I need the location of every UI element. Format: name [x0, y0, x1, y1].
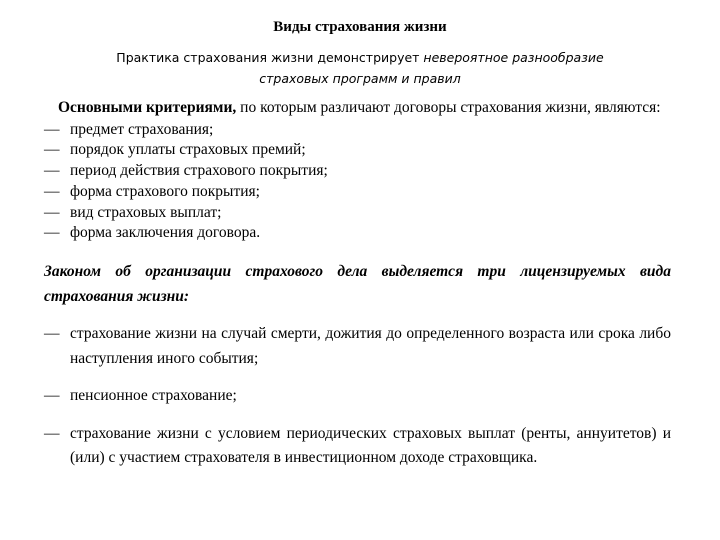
list-item-text: страхование жизни на случай смерти, дожития до определенного возраста или срока либо наступления иного события; [70, 325, 671, 367]
list-item [44, 120, 671, 141]
list-item-text: форма заключения договора. [70, 224, 261, 242]
criteria-intro [44, 96, 671, 120]
list-item [44, 322, 671, 371]
subtitle-italic: невероятное разнообразие страховых программ и правил [259, 50, 604, 86]
list-item-text: предмет страхования; [70, 120, 214, 138]
dash-bullet: — [44, 387, 60, 405]
dash-bullet: — [44, 325, 60, 343]
slide-body [44, 96, 671, 471]
list-item [44, 140, 671, 161]
law-heading: Законом об организации страхового дела выделяется три лицензируемых вида страхования жизни: [44, 263, 671, 305]
criteria-intro-bold: Основными критериями, [58, 99, 237, 116]
list-item-text: пенсионное страхование; [70, 387, 237, 405]
list-item-text: страхование жизни с условием периодических страховых выплат (ренты, аннуитетов) и (или) с участием страхователя в инвестиционном доходе страховщика. [70, 424, 671, 467]
list-item-text: период действия страхового покрытия; [70, 162, 328, 180]
list-item-text: форма страхового покрытия; [70, 182, 260, 200]
list-item [44, 203, 671, 224]
list-item [44, 161, 671, 182]
criteria-list [44, 120, 671, 245]
dash-bullet: — [44, 162, 60, 180]
dash-bullet: — [44, 203, 60, 221]
slide-title: Виды страхования жизни [273, 19, 447, 35]
dash-bullet: — [44, 120, 60, 138]
list-item [44, 384, 671, 409]
dash-bullet: — [44, 424, 60, 442]
list-item [44, 223, 671, 244]
list-item [44, 422, 671, 471]
license-types-list [44, 322, 671, 471]
subtitle-plain: Практика страхования жизни демонстрирует [116, 50, 424, 65]
list-item-text: вид страховых выплат; [70, 203, 222, 221]
slide-subtitle [90, 47, 630, 89]
list-item-text: порядок уплаты страховых премий; [70, 141, 306, 159]
criteria-intro-rest: по которым различают договоры страхования жизни, являются: [236, 99, 661, 116]
dash-bullet: — [44, 141, 60, 159]
list-item [44, 182, 671, 203]
dash-bullet: — [44, 182, 60, 200]
dash-bullet: — [44, 224, 60, 242]
